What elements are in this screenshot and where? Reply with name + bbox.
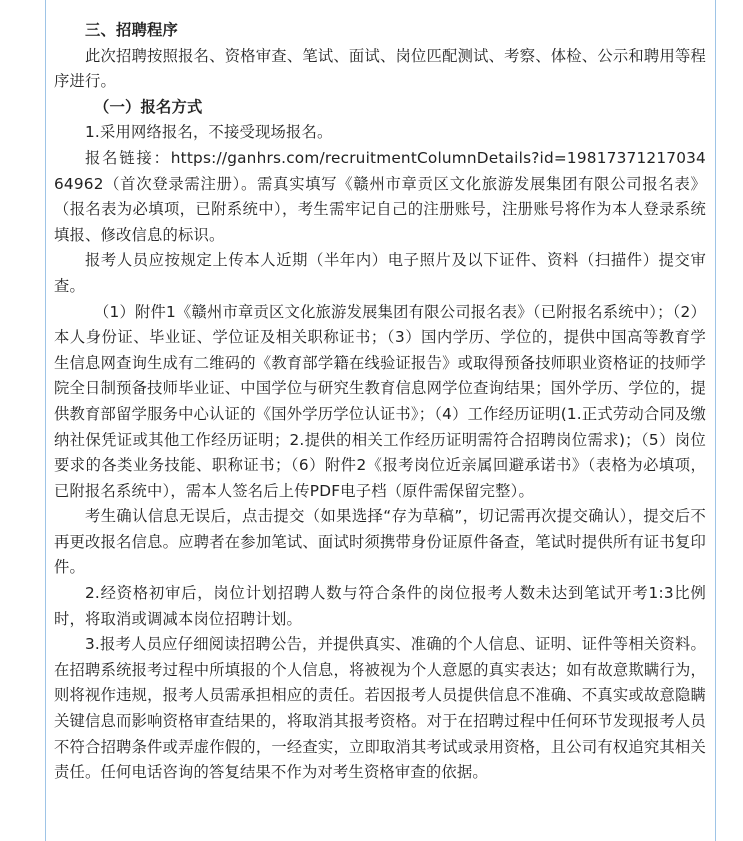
section-intro: 此次招聘按照报名、资格审查、笔试、面试、岗位匹配测试、考察、体检、公示和聘用等程序进行。 <box>54 46 706 91</box>
paragraph-submit-confirmation: 考生确认信息无误后，点击提交（如果选择“存为草稿”，切记需再次提交确认），提交后不再更改报名信息。应聘者在参加笔试、面试时须携带身份证原件备查，笔试时提供所有证书复印件。 <box>54 507 706 577</box>
article-body <box>54 18 706 786</box>
section-heading: 三、招聘程序 <box>85 21 178 39</box>
paragraph-ratio-rule: 2.经资格初审后，岗位计划招聘人数与符合条件的岗位报考人数未达到笔试开考1:3比例时，将取消或调减本岗位招聘计划。 <box>54 584 706 628</box>
paragraph-upload-requirements: 报考人员应按规定上传本人近期（半年内）电子照片及以下证件、资料（扫描件）提交审查。 <box>54 251 706 295</box>
paragraph-online-registration: 1.采用网络报名，不接受现场报名。 <box>85 123 333 142</box>
paragraph-attachments-list: （1）附件1《赣州市章贡区文化旅游发展集团有限公司报名表》（已附报名系统中）；（2）本人身份证、毕业证、学位证及相关职称证书；（3）国内学历、学位的，提供中国高等教育学生信息网查询生成有二维码的《教育部学籍在线验证报告》或取得预备技师职业资格证的技师学院全日制预备技师毕业证、中国学位与研究生教育信息网学位查询结果；国外学历、学位的，提供教育部留学服务中心认证的《国外学历学位认证书》；（4）工作经历证明(1.正式劳动合同及缴纳社保凭证或其他工作经历证明；2.提供的相关工作经历证明需符合招聘岗位需求)；（5）岗位要求的各类业务技能、职称证书；（6）附件2《报考岗位近亲属回避承诺书》（表格为必填项，已附报名系统中），需本人签名后上传PDF电子档（原件需保留完整）。 <box>54 302 706 500</box>
subsection-heading: （一）报名方式 <box>94 97 203 116</box>
paragraph-honesty-notice: 3.报考人员应仔细阅读招聘公告，并提供真实、准确的个人信息、证明、证件等相关资料。在招聘系统报考过程中所填报的个人信息，将被视为个人意愿的真实表达；如有故意欺瞒行为，则将视作违规，报考人员需承担相应的责任。若因报考人员提供信息不准确、不真实或故意隐瞒关键信息而影响资格审查结果的，将取消其报考资格。对于在招聘过程中任何环节发现报考人员不符合招聘条件或弄虚作假的，一经查实，立即取消其考试或录用资格，且公司有权追究其相关责任。任何电话咨询的答复结果不作为对考生资格审查的依据。 <box>54 635 706 782</box>
paragraph-registration-link: 报名链接：https://ganhrs.com/recruitmentColumnDetails?id=1981737121703464962（首次登录需注册）。需真实填写《赣州市章贡区文化旅游发展集团有限公司报名表》（报名表为必填项，已附系统中），考生需牢记自己的注册账号，注册账号将作为本人登录系统填报、修改信息的标识。 <box>54 148 706 244</box>
